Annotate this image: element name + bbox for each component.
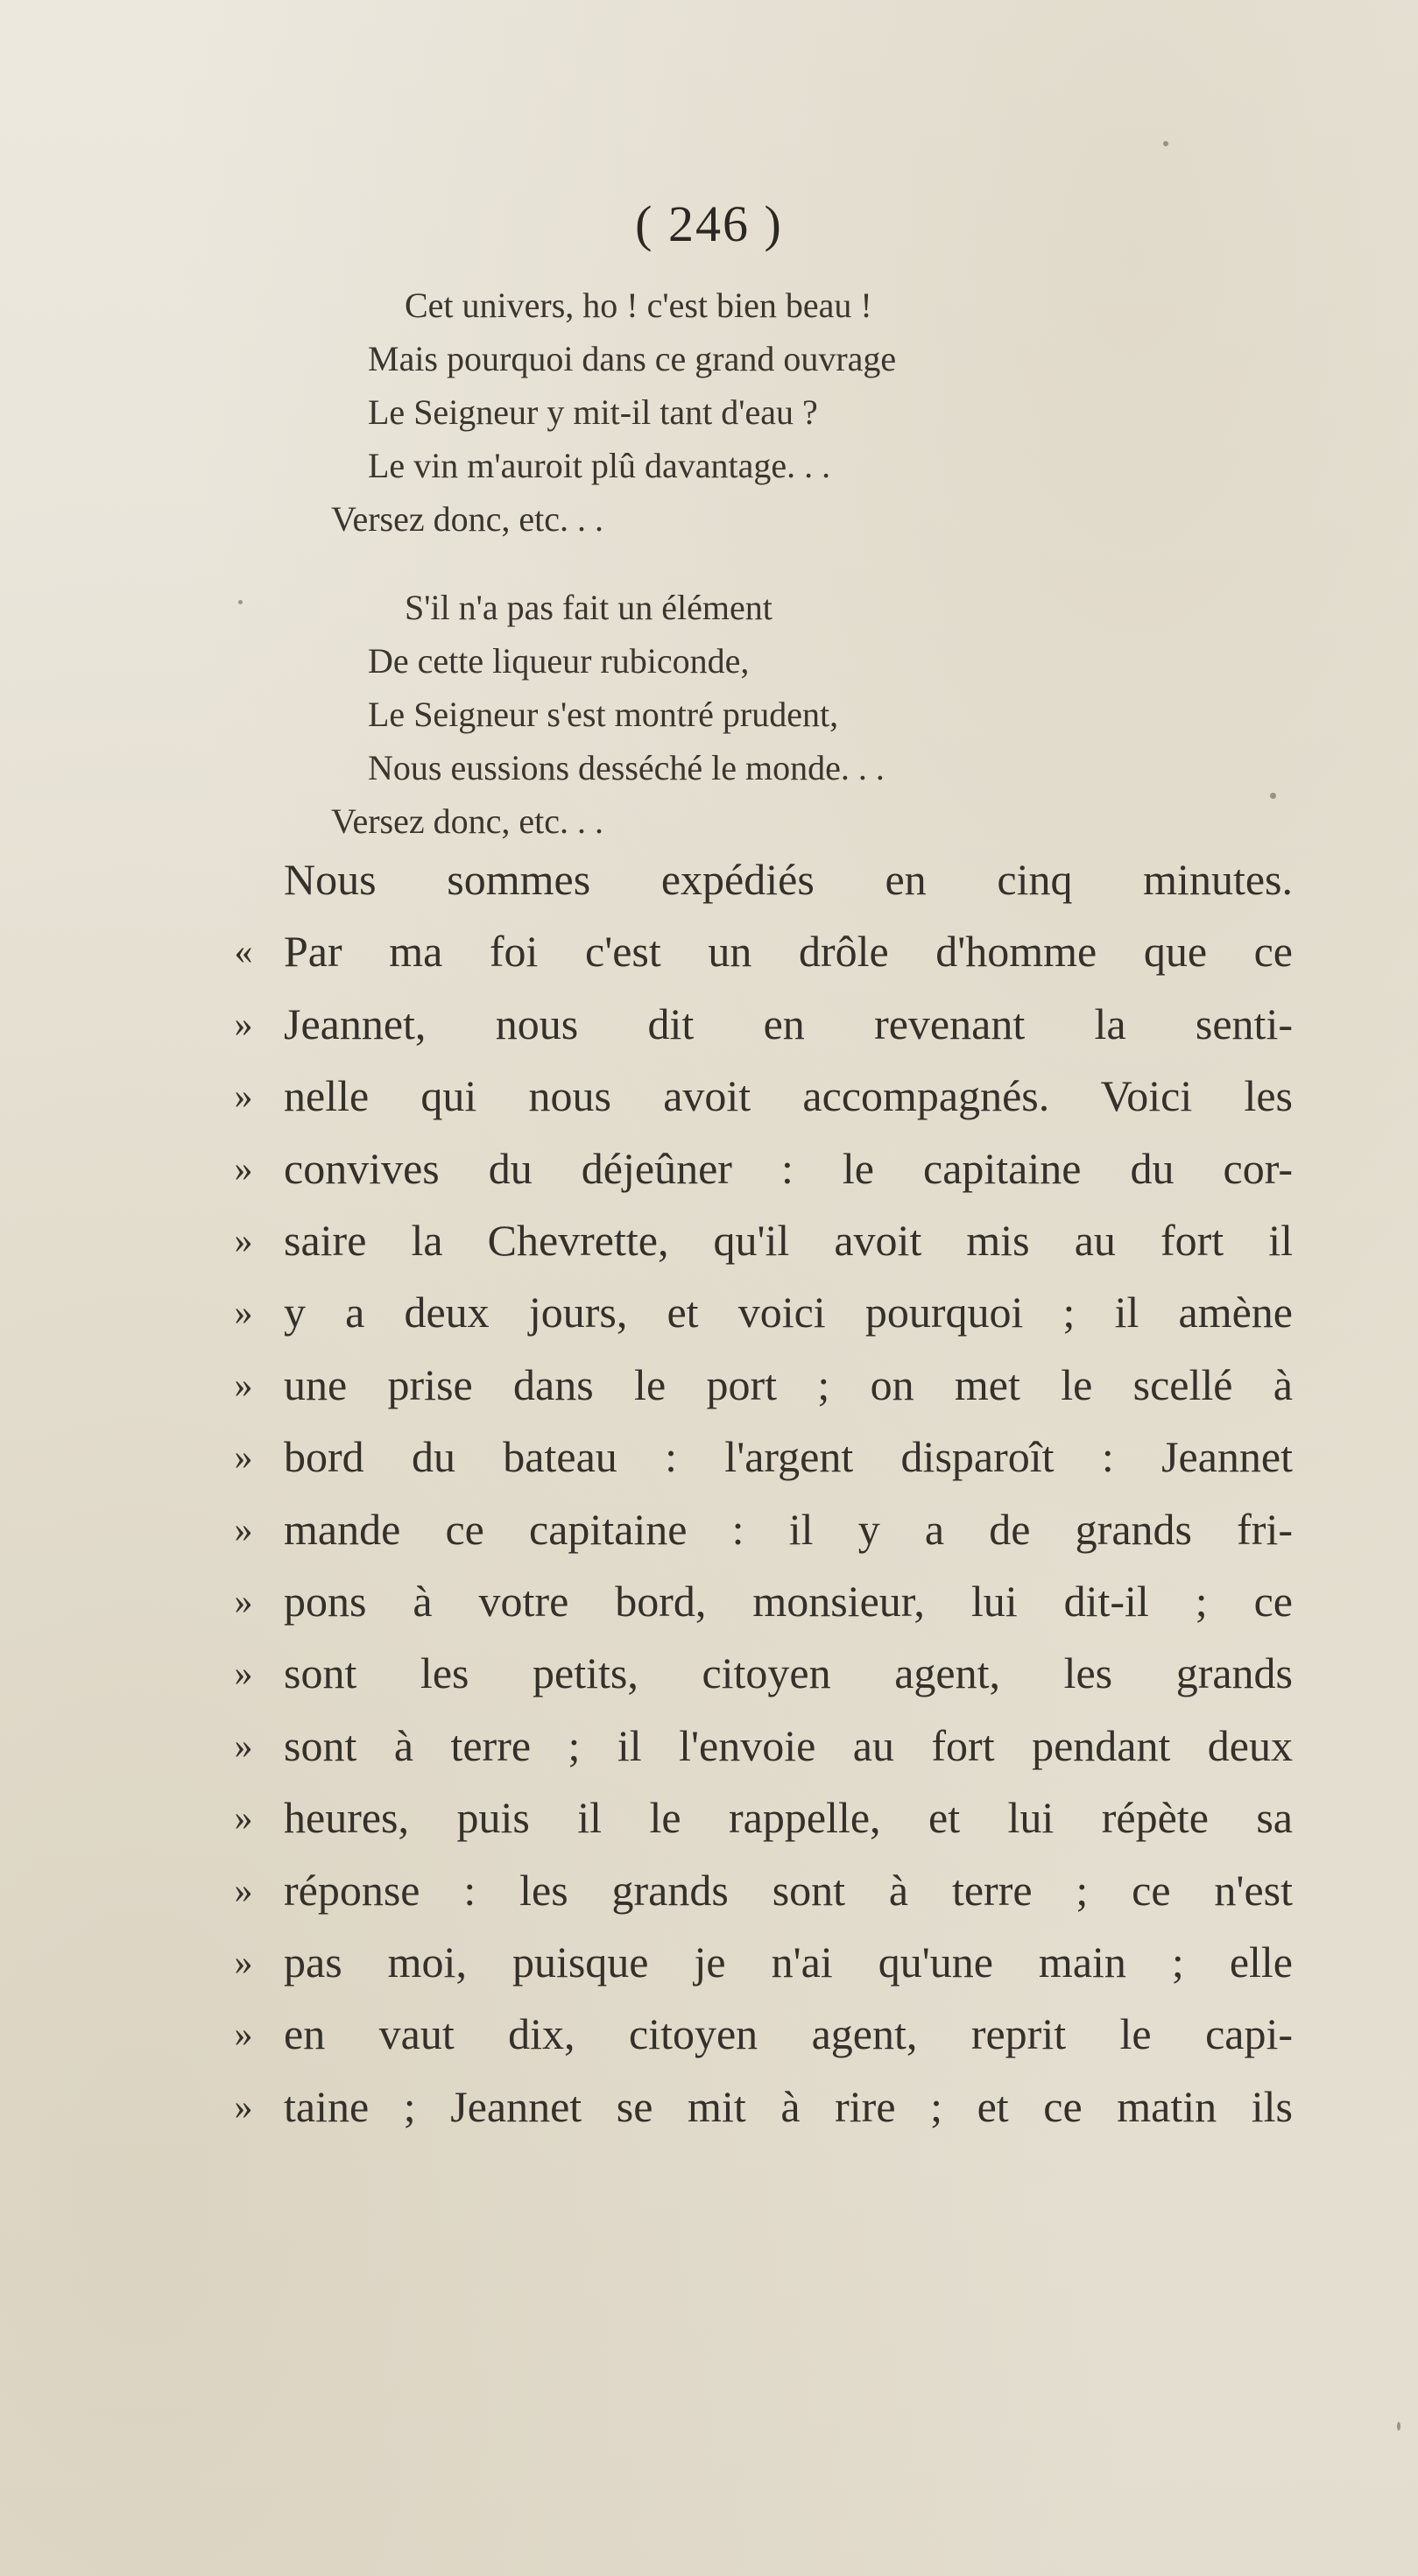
verse-line: Versez donc, etc. . . — [331, 801, 603, 841]
quotation-mark: » — [234, 1871, 253, 1911]
quotation-mark: » — [234, 2015, 253, 2055]
prose-line — [0, 1792, 1418, 1864]
prose-line-text: Jeannet, nous dit en revenant la senti- — [284, 999, 1293, 1048]
quotation-mark: » — [234, 1293, 253, 1333]
prose-line-text: pas moi, puisque je n'ai qu'une main ; elle — [284, 1937, 1293, 1987]
prose-line — [0, 1504, 1418, 1576]
prose-line — [0, 1720, 1418, 1792]
prose-line-text: heures, puis il le rappelle, et lui répète sa — [284, 1793, 1293, 1842]
paper-speck — [1163, 141, 1168, 146]
prose-line — [0, 999, 1418, 1070]
quotation-mark: » — [234, 1366, 253, 1406]
prose-line — [0, 1648, 1418, 1719]
quotation-mark: » — [234, 1437, 253, 1478]
verse-line: Cet univers, ho ! c'est bien beau ! — [405, 286, 872, 325]
verse-line: Mais pourquoi dans ce grand ouvrage — [368, 339, 897, 378]
quotation-mark: » — [234, 1221, 253, 1261]
prose-line — [0, 2008, 1418, 2080]
prose-line-text: en vaut dix, citoyen agent, reprit le capi- — [284, 2009, 1293, 2058]
prose-line — [0, 926, 1418, 998]
prose-line-text: saire la Chevrette, qu'il avoit mis au fort il — [284, 1216, 1293, 1265]
verse-line: Versez donc, etc. . . — [331, 499, 603, 539]
prose-line-text: une prise dans le port ; on met le scellé à — [284, 1360, 1293, 1409]
quotation-mark: » — [234, 2087, 253, 2128]
verse-line: Le Seigneur y mit-il tant d'eau ? — [368, 392, 818, 432]
verse-line: S'il n'a pas fait un élément — [405, 588, 772, 627]
prose-line-text: Par ma foi c'est un drôle d'homme que ce — [284, 927, 1293, 976]
prose-line-text: mande ce capitaine : il y a de grands fri- — [284, 1505, 1293, 1554]
verse-line: De cette liqueur rubiconde, — [368, 641, 750, 681]
verse-line: Nous eussions desséché le monde. . . — [368, 748, 885, 787]
prose-line — [0, 854, 1418, 926]
prose-line — [0, 1865, 1418, 1937]
prose-line-text: nelle qui nous avoit accompagnés. Voici les — [284, 1071, 1293, 1120]
prose-line — [0, 1937, 1418, 2008]
prose-line-text: réponse : les grands sont à terre ; ce n'est — [284, 1866, 1293, 1915]
page-number: ( 246 ) — [635, 195, 783, 252]
prose-line-text: taine ; Jeannet se mit à rire ; et ce matin ils — [284, 2082, 1293, 2131]
prose-line-text: convives du déjeûner : le capitaine du cor- — [284, 1144, 1293, 1193]
prose-line-text: bord du bateau : l'argent disparoît : Jeannet — [284, 1432, 1293, 1481]
prose-line — [0, 1215, 1418, 1287]
prose-line — [0, 2081, 1418, 2153]
prose-line — [0, 1576, 1418, 1648]
paper-speck — [1397, 2422, 1400, 2431]
prose-line-text: sont les petits, citoyen agent, les grands — [284, 1648, 1293, 1697]
quotation-mark: » — [234, 1582, 253, 1622]
verse-line: Le Seigneur s'est montré prudent, — [368, 695, 839, 734]
quotation-mark: » — [234, 1076, 253, 1117]
quotation-mark: « — [234, 932, 253, 972]
prose-line-text: y a deux jours, et voici pourquoi ; il amène — [284, 1288, 1293, 1337]
prose-line — [0, 1287, 1418, 1359]
quotation-mark: » — [234, 1510, 253, 1550]
paper-speck — [1270, 793, 1276, 799]
quotation-mark: » — [234, 1654, 253, 1694]
prose-line — [0, 1143, 1418, 1215]
prose-line — [0, 1359, 1418, 1431]
quotation-mark: » — [234, 1726, 253, 1767]
quotation-mark: » — [234, 1943, 253, 1983]
prose-line-text: sont à terre ; il l'envoie au fort pendant deux — [284, 1721, 1293, 1770]
prose-line — [0, 1070, 1418, 1142]
verse-line: Le vin m'auroit plû davantage. . . — [368, 446, 831, 485]
prose-line-text: Nous sommes expédiés en cinq minutes. — [284, 855, 1293, 904]
quotation-mark: » — [234, 1149, 253, 1189]
quotation-mark: » — [234, 1798, 253, 1838]
prose-line-text: pons à votre bord, monsieur, lui dit-il ; ce — [284, 1577, 1293, 1626]
prose-line — [0, 1431, 1418, 1503]
paper-speck — [238, 600, 243, 604]
quotation-mark: » — [234, 1005, 253, 1045]
